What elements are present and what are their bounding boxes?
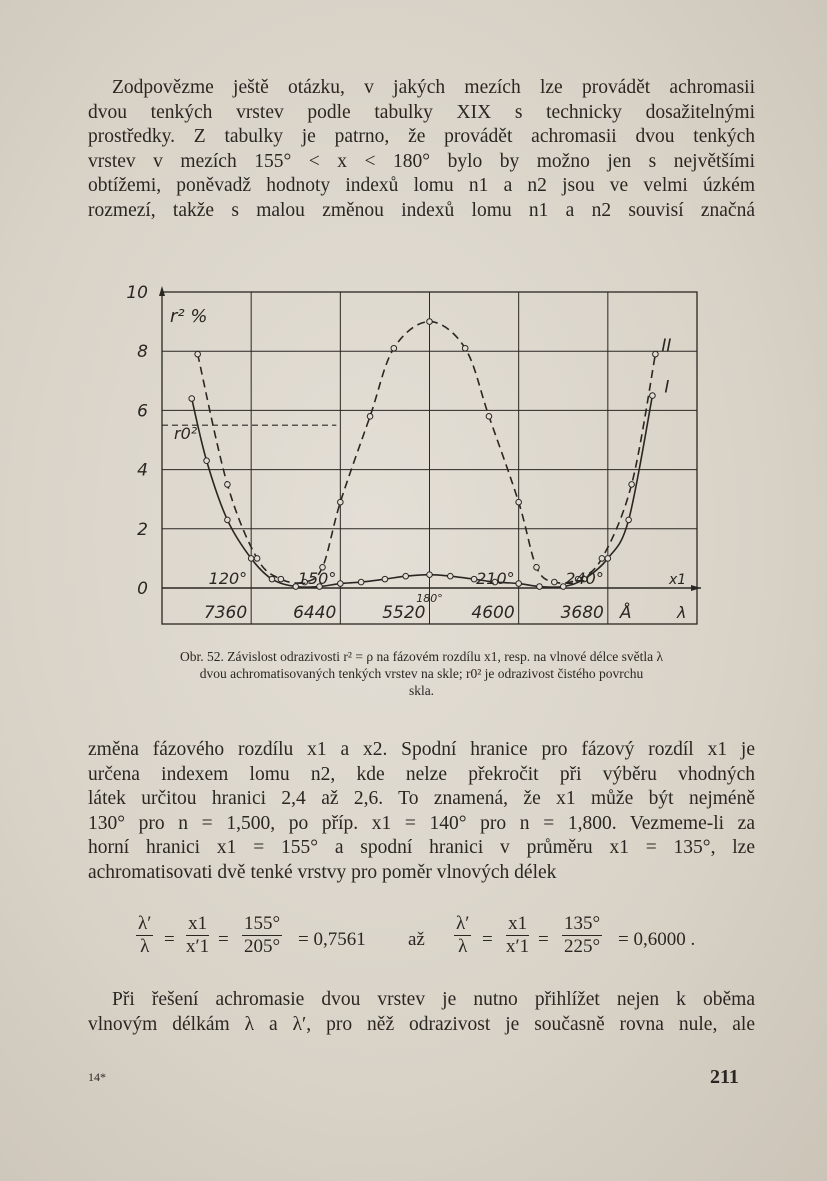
fraction-x-1 <box>186 913 209 958</box>
data-point-II <box>653 351 659 357</box>
data-point-II <box>225 482 231 488</box>
x-phase-label-180: 180° <box>416 592 443 605</box>
page-number: 211 <box>710 1066 739 1088</box>
denominator: λ <box>458 936 468 957</box>
chart-labels <box>126 283 686 623</box>
figure-caption <box>88 648 755 699</box>
numerator: x1 <box>506 913 529 936</box>
text-line: horní hranici x1 = 155° a spodní hranici v průměru x1 = 135°, lze <box>88 837 755 859</box>
paragraph-2 <box>88 738 755 886</box>
data-point-I <box>516 581 522 587</box>
wavelength-unit: Å <box>619 603 632 623</box>
x-phase-label: 120° <box>208 569 248 588</box>
equals-sign: = <box>218 929 229 950</box>
caption-line: Obr. 52. Závislost odrazivosti r² = ρ na fázovém rozdílu x1, resp. na vlnové délce světla λ <box>179 649 664 664</box>
y-axis-label: r² % <box>170 306 208 327</box>
y-tick-label: 6 <box>137 401 148 422</box>
series-label-I: I <box>664 377 670 398</box>
wavelength-label: 4600 <box>471 603 515 623</box>
data-point-II <box>338 499 344 505</box>
fraction-lambda-1 <box>136 913 153 958</box>
denominator: x′1 <box>506 936 530 957</box>
text-line: obtížemi, poněvadž hodnoty indexů lomu n1 a n2 jsou ve velmi úzkém <box>88 175 755 197</box>
numerator: 135° <box>564 913 601 934</box>
fraction-degrees-2 <box>562 913 602 958</box>
data-point-I <box>248 556 254 562</box>
result-1: = 0,7561 <box>298 929 366 950</box>
equals-sign: = <box>482 929 493 950</box>
data-point-II <box>367 414 373 420</box>
data-point-I <box>448 573 454 579</box>
data-point-I <box>605 556 611 562</box>
x-axis-symbol: x1 <box>669 572 687 588</box>
text-line: Zodpovězme ještě otázku, v jakých mezích lze provádět achromasii <box>112 77 755 98</box>
data-point-II <box>391 345 397 351</box>
data-point-I <box>626 517 632 523</box>
y-tick-label: 10 <box>126 283 148 303</box>
y-axis-arrow <box>159 286 165 296</box>
numerator: x1 <box>186 913 209 936</box>
ratio-formula <box>136 913 756 969</box>
connector: až <box>408 929 425 950</box>
text-line: látek určitou hranici 2,4 až 2,6. To znamená, že x1 může být nejméně <box>88 788 755 810</box>
text-line: určena indexem lomu n2, kde nelze překročit při výběru vhodných <box>88 763 755 785</box>
equals-sign: = <box>538 929 549 950</box>
data-point-II <box>552 579 558 585</box>
y-tick-label: 8 <box>137 342 148 363</box>
wavelength-label: 3680 <box>560 603 604 623</box>
data-point-I <box>204 458 210 464</box>
y-tick-label: 2 <box>137 519 148 540</box>
data-point-I <box>537 584 543 590</box>
wavelength-label: 6440 <box>293 603 337 623</box>
data-point-II <box>278 576 284 582</box>
data-point-I <box>403 573 409 579</box>
series-line-I <box>192 396 653 588</box>
denominator: 225° <box>564 936 601 957</box>
signature-mark: 14* <box>88 1070 106 1084</box>
text-line: 130° pro n = 1,500, po příp. x1 = 140° pro n = 1,800. Vezmeme-li za <box>88 812 755 834</box>
result-2: = 0,6000 . <box>618 929 696 950</box>
series-label-II: II <box>661 336 672 357</box>
denominator: x′1 <box>186 936 210 957</box>
text-line: změna fázového rozdílu x1 a x2. Spodní hranice pro fázový rozdíl x1 je <box>88 739 755 760</box>
data-point-II <box>462 345 468 351</box>
text-line: Při řešení achromasie dvou vrstev je nutno přihlížet nejen k oběma <box>112 989 755 1010</box>
caption-line: dvou achromatisovaných tenkých vrstev na skle; r0² je odrazivost čistého povrchu <box>199 666 644 681</box>
text-line: vrstev v mezích 155° < x < 180° bylo by možno jen s největšími <box>88 150 755 172</box>
text-line: vlnovým délkám λ a λ′, pro něž odrazivost je současně rovna nule, ale <box>88 1013 755 1035</box>
data-point-I <box>650 393 656 399</box>
denominator: λ <box>140 936 150 957</box>
data-point-I <box>382 576 388 582</box>
numerator: 155° <box>244 913 281 934</box>
data-point-I <box>269 576 275 582</box>
text-line: achromatisovati dvě tenké vrstvy pro poměr vlnových délek <box>88 861 557 883</box>
fraction-lambda-2 <box>454 913 471 958</box>
numerator: λ′ <box>138 913 152 934</box>
data-point-I <box>338 581 344 587</box>
wavelength-label: 7360 <box>203 603 248 623</box>
data-point-II <box>599 556 605 562</box>
series-line-II <box>198 322 656 583</box>
data-point-I <box>189 396 195 402</box>
reference-label: r0² <box>174 424 198 444</box>
data-point-I <box>358 579 364 585</box>
x-axis-arrow <box>691 585 701 591</box>
wavelength-label: 5520 <box>382 603 426 623</box>
reference-line <box>162 424 336 443</box>
data-point-II <box>195 351 201 357</box>
data-point-II <box>629 482 635 488</box>
numerator: λ′ <box>456 913 470 934</box>
text-line: rozmezí, takže s malou změnou indexů lomu n1 a n2 souvisí značná <box>88 199 755 221</box>
fraction-x-2 <box>506 913 529 958</box>
x-phase-label: 150° <box>297 569 337 588</box>
text-line: dvou tenkých vrstev podle tabulky XIX s technicky dosažitelnými <box>88 101 755 123</box>
fraction-degrees-1 <box>242 913 282 958</box>
chart-series <box>189 319 658 590</box>
x-phase-label: 210° <box>476 569 515 588</box>
x-phase-label: 240° <box>565 569 604 588</box>
data-point-II <box>486 414 492 420</box>
denominator: 205° <box>244 936 281 957</box>
data-point-II <box>516 499 522 505</box>
caption-line: skla. <box>408 683 435 698</box>
data-point-I <box>225 517 231 523</box>
text-line: prostředky. Z tabulky je patrno, že provádět achromasii dvou tenkých <box>88 126 755 148</box>
paragraph-3 <box>88 988 755 1037</box>
y-tick-label: 4 <box>137 460 148 481</box>
data-point-II <box>427 319 433 325</box>
wavelength-symbol: λ <box>677 603 687 622</box>
data-point-I <box>427 572 433 578</box>
y-tick-label: 0 <box>137 579 148 599</box>
equals-sign: = <box>164 929 175 950</box>
data-point-II <box>254 556 260 562</box>
data-point-II <box>534 564 540 570</box>
